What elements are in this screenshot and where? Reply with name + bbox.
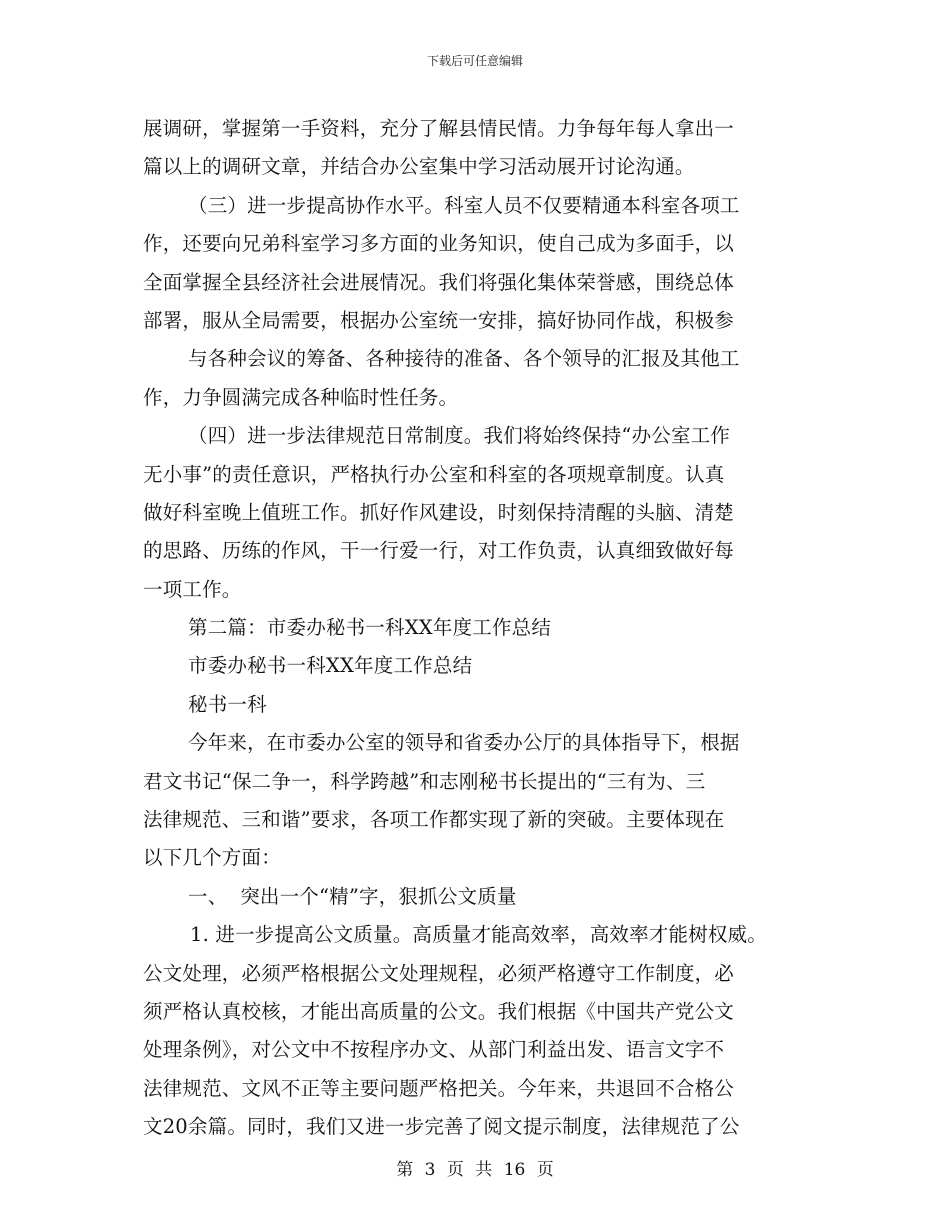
text-line: 公文处理，必须严格根据公文处理规程，必须严格遵守工作制度，必 — [143, 961, 735, 985]
text-line: 全面掌握全县经济社会进展情况。我们将强化集体荣誉感，围绕总体 — [143, 270, 735, 294]
section-heading-3: （三）进一步提高协作水平。科室人员不仅要精通本科室各项工 — [188, 193, 740, 217]
text-line: 文20余篇。同时，我们又进一步完善了阅文提示制度，法律规范了公 — [143, 1115, 740, 1139]
text-line: 作，还要向兄弟科室学习多方面的业务知识，使自己成为多面手，以 — [143, 232, 735, 256]
text-line: 与各种会议的筹备、各种接待的准备、各个领导的汇报及其他工 — [188, 347, 740, 371]
page-header-note: 下载后可任意编辑 — [426, 54, 523, 68]
text-line: 篇以上的调研文章，并结合办公室集中学习活动展开讨论沟通。 — [143, 155, 695, 179]
text-line: 君文书记“保二争一，科学跨越”和志刚秘书长提出的“三有为、三 — [143, 769, 706, 793]
section-heading-1: 一、 突出一个“精”字，狠抓公文质量 — [188, 884, 517, 908]
text-line: 1. 进一步提高公文质量。高质量才能高效率，高效率才能树权威。 — [190, 923, 768, 947]
document-title: 市委办秘书一科XX年度工作总结 — [188, 654, 473, 678]
text-line: 部署，服从全局需要，根据办公室统一安排，搞好协同作战，积极参 — [143, 308, 735, 332]
text-line: 法律规范、三和谐”要求，各项工作都实现了新的突破。主要体现在 — [143, 808, 725, 832]
text-line: 以下几个方面： — [143, 846, 281, 870]
text-line: 无小事”的责任意识，严格执行办公室和科室的各项规章制度。认真 — [143, 462, 725, 486]
text-line: 展调研，掌握第一手资料，充分了解县情民情。力争每年每人拿出一 — [143, 117, 735, 140]
page-number: 第 3 页 共 16 页 — [396, 1160, 554, 1180]
section-heading-4: （四）进一步法律规范日常制度。我们将始终保持“办公室工作 — [188, 424, 731, 448]
text-line: 作，力争圆满完成各种临时性任务。 — [143, 385, 459, 409]
text-line: 须严格认真校核，才能出高质量的公文。我们根据《中国共产党公文 — [143, 999, 735, 1023]
text-line: 今年来，在市委办公室的领导和省委办公厅的具体指导下，根据 — [188, 731, 740, 755]
text-line: 的思路、历练的作风，干一行爱一行，对工作负责，认真细致做好每 — [143, 539, 735, 563]
department-name: 秘书一科 — [188, 692, 267, 716]
text-line: 做好科室晚上值班工作。抓好作风建设，时刻保持清醒的头脑、清楚 — [143, 500, 735, 524]
chapter-title: 第二篇：市委办秘书一科XX年度工作总结 — [188, 616, 552, 640]
text-line: 法律规范、文风不正等主要问题严格把关。今年来，共退回不合格公 — [143, 1076, 735, 1100]
text-line: 一项工作。 — [143, 577, 242, 601]
document-body — [143, 110, 843, 1147]
text-line: 处理条例》，对公文中不按程序办文、从部门利益出发、语言文字不 — [143, 1038, 725, 1062]
